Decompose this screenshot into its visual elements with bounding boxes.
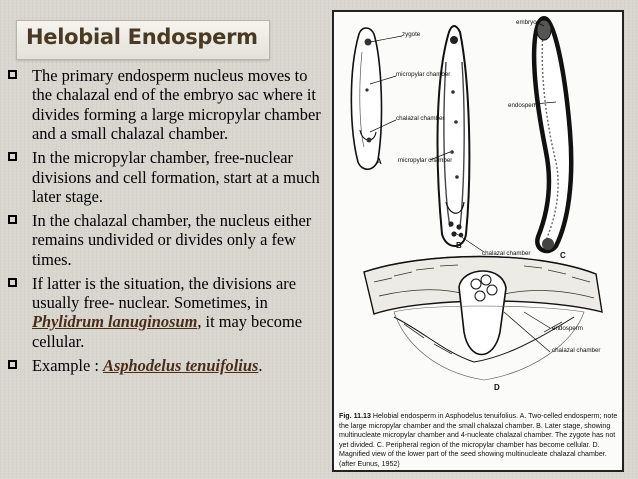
bullet-text: In the chalazal chamber, the nucleus either remains undivided or divides only a few times. [32, 210, 312, 269]
bullet-square-icon [8, 152, 17, 161]
slide-title: Helobial Endosperm [26, 25, 258, 49]
bullet-square-icon [8, 215, 17, 224]
bullet-list [6, 66, 328, 380]
label-micropylar-chamber-a: micropylar chamber [396, 71, 451, 78]
bullet-text: The primary endosperm nucleus moves to the chalazal end of the embryo sac where it divides forming a large micropylar chamber and a small chalazal chamber. [32, 66, 321, 144]
bullet-text-end: , it may become cellular. [32, 312, 303, 351]
species-name: Phylidrum lanuginosum [32, 312, 198, 332]
panel-c-embryo-sac [534, 18, 571, 251]
panel-letter-d: D [494, 383, 500, 392]
bullet-item [6, 274, 328, 352]
bullet-text: Example : [32, 355, 104, 375]
bullet-text-end: . [258, 355, 263, 375]
label-chalazal-chamber-d: chalazal chamber [552, 347, 601, 354]
panel-letter-c: C [560, 251, 566, 260]
bullet-text: If latter is the situation, the divisions are usually free- nuclear. Sometimes, in [32, 273, 297, 312]
bullet-item [6, 148, 328, 206]
bullet-square-icon [8, 70, 17, 79]
panel-letter-b: B [456, 241, 462, 250]
label-endosperm-c: endosperm [508, 102, 539, 109]
figure-panel [332, 10, 624, 472]
figure-caption [339, 412, 619, 470]
bullet-item [6, 356, 328, 375]
title-banner [16, 20, 270, 60]
bullet-square-icon [8, 360, 17, 369]
bullet-square-icon [8, 278, 17, 287]
label-chalazal-chamber-b: chalazal chamber [482, 250, 531, 257]
caption-figure-number: Fig. 11.13 [339, 412, 371, 420]
bullet-item [6, 211, 328, 269]
panel-letter-a: A [376, 157, 382, 166]
bullet-text: In the micropylar chamber, free-nuclear divisions and cell formation, start at a much later stage. [32, 148, 320, 206]
species-name: Asphodelus tenuifolius [103, 355, 259, 375]
endosperm-diagram [334, 12, 624, 472]
label-endosperm-d: endosperm [552, 325, 583, 332]
label-chalazal-chamber-a: chalazal chamber [396, 115, 445, 122]
panel-d-section [364, 257, 602, 381]
panel-b-embryo-sac [438, 26, 470, 246]
caption-text: Helobial endosperm in Asphodelus tenuifolius. A. Two-celled endosperm; note the large micropylar chamber and the small chalazal chamber. B. Later stage, showing multinucleate micropylar chamber and 4-nucleate chalazal chamber. The zygote has not yet divided. C. Peripheral region of the micropylar chamber has become cellular. D. Magnified view of the lower part of the seed showing multinucleate chalazal chamber. (after Eunus, 1952) [339, 412, 618, 468]
bullet-item [6, 66, 328, 144]
label-micropylar-chamber-b: micropylar chamber [398, 157, 453, 164]
label-embryo: embryo [516, 19, 537, 26]
label-zygote: zygote [402, 31, 421, 38]
panel-a-embryo-sac [351, 28, 381, 169]
